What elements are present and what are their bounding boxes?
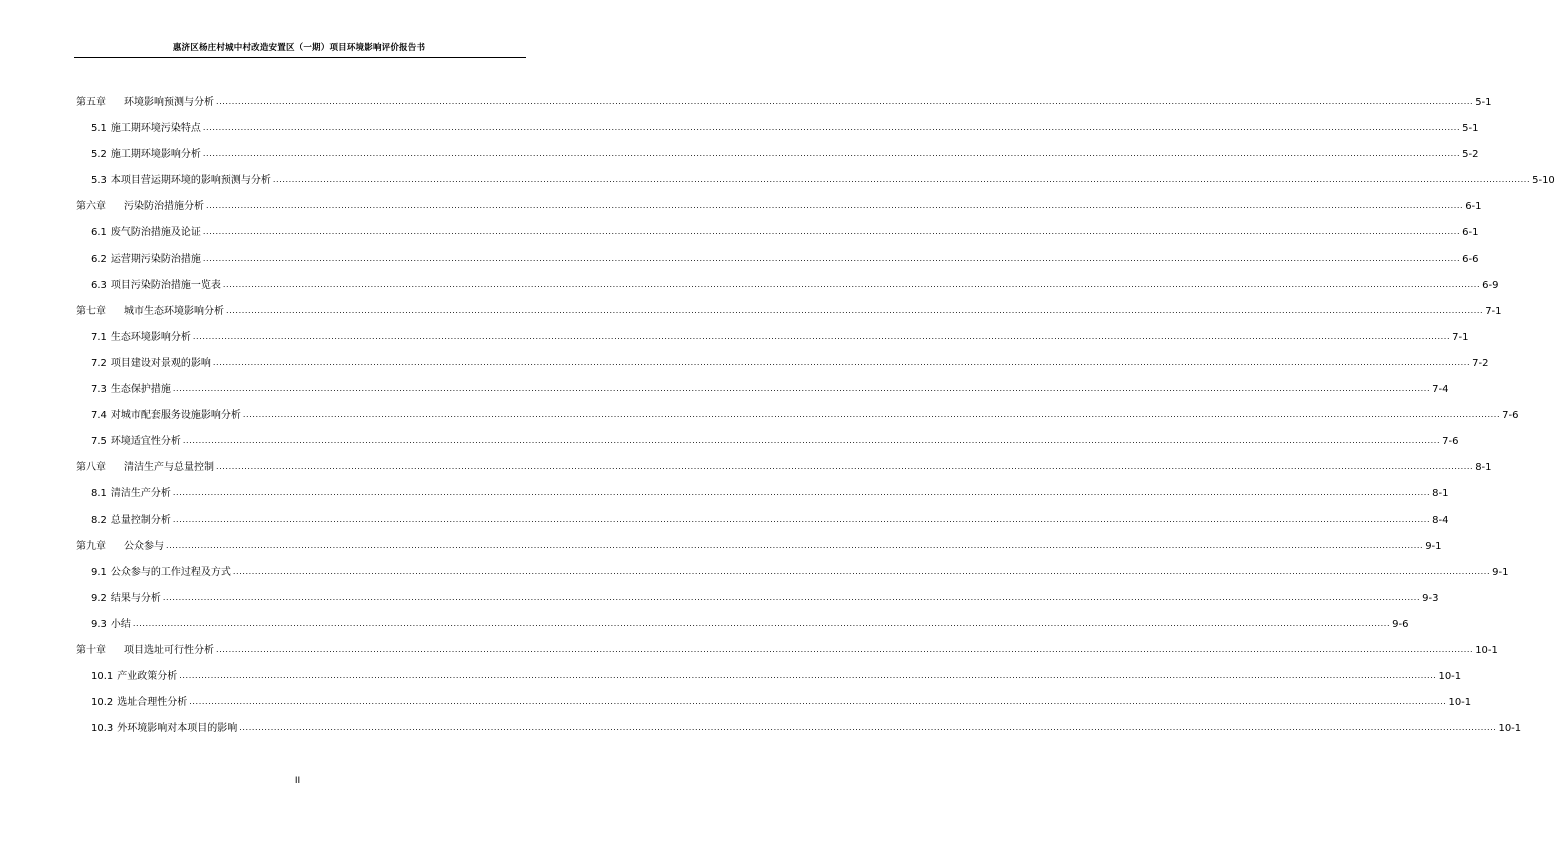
toc-entry-number: 6.2 <box>91 253 107 265</box>
toc-dot-leader: ................................................................................................................................................................................................................................................................................................................................................................................................................ <box>242 410 1501 420</box>
toc-section-entry[interactable] <box>76 488 1449 514</box>
toc-entry-title: 清洁生产与总量控制 <box>124 462 214 474</box>
toc-entry-heading <box>76 306 224 318</box>
toc-section-entry[interactable] <box>76 514 1449 541</box>
toc-entry-heading <box>91 436 181 448</box>
toc-entry-heading <box>91 515 171 527</box>
toc-dot-leader: ................................................................................................................................................................................................................................................................................................................................................................................................................ <box>172 514 1431 524</box>
toc-entry-title: 选址合理性分析 <box>117 697 188 709</box>
toc-entry-number: 5.2 <box>91 149 107 161</box>
toc-entry-number: 第九章 <box>76 540 106 552</box>
toc-entry-title: 生态保护措施 <box>110 384 171 396</box>
toc-entry-title: 公众参与的工作过程及方式 <box>110 566 231 578</box>
toc-entry-heading <box>91 671 177 683</box>
toc-entry-page: 7-6 <box>1502 410 1519 422</box>
toc-section-entry[interactable] <box>76 592 1439 619</box>
toc-section-entry[interactable] <box>76 175 1555 201</box>
page-header-title: 惠济区杨庄村城中村改造安置区（一期）项目环境影响评价报告书 <box>172 43 426 53</box>
toc-entry-page: 6-1 <box>1462 227 1479 239</box>
toc-section-entry[interactable] <box>76 253 1479 280</box>
toc-entry-heading <box>76 97 214 109</box>
toc-section-entry[interactable] <box>76 227 1479 253</box>
toc-dot-leader: ................................................................................................................................................................................................................................................................................................................................................................................................................ <box>132 618 1391 628</box>
toc-entry-title: 施工期环境影响分析 <box>110 149 201 161</box>
toc-chapter-entry[interactable] <box>76 97 1492 123</box>
toc-entry-number: 7.5 <box>91 436 107 448</box>
toc-section-entry[interactable] <box>76 723 1522 749</box>
toc-entry-page: 10-1 <box>1498 723 1522 735</box>
toc-entry-title: 对城市配套服务设施影响分析 <box>110 410 241 422</box>
toc-chapter-entry[interactable] <box>76 305 1502 332</box>
toc-entry-heading <box>91 358 211 370</box>
toc-section-entry[interactable] <box>76 384 1449 410</box>
toc-dot-leader: ................................................................................................................................................................................................................................................................................................................................................................................................................ <box>202 149 1461 159</box>
toc-dot-leader: ................................................................................................................................................................................................................................................................................................................................................................................................................ <box>272 175 1531 185</box>
toc-entry-page: 10-1 <box>1475 644 1498 656</box>
toc-entry-title: 公众参与 <box>124 540 164 552</box>
toc-entry-page: 7-1 <box>1452 331 1469 343</box>
toc-entry-number: 9.1 <box>91 566 107 578</box>
toc-section-entry[interactable] <box>76 566 1509 593</box>
toc-entry-title: 小结 <box>110 618 131 630</box>
toc-entry-heading <box>91 123 201 135</box>
toc-entry-heading <box>91 384 171 396</box>
toc-entry-title: 清洁生产分析 <box>110 488 171 500</box>
toc-entry-title: 废气防治措施及论证 <box>110 227 201 239</box>
toc-entry-title: 本项目营运期环境的影响预测与分析 <box>110 175 271 187</box>
toc-entry-heading <box>91 410 241 422</box>
toc-chapter-entry[interactable] <box>76 201 1482 227</box>
toc-entry-number: 9.2 <box>91 592 107 604</box>
toc-entry-number: 第八章 <box>76 462 106 474</box>
toc-dot-leader: ................................................................................................................................................................................................................................................................................................................................................................................................................ <box>222 279 1481 289</box>
toc-dot-leader: ................................................................................................................................................................................................................................................................................................................................................................................................................ <box>212 357 1471 367</box>
toc-entry-page: 8-4 <box>1432 514 1449 526</box>
toc-entry-heading <box>91 280 221 292</box>
toc-dot-leader: ................................................................................................................................................................................................................................................................................................................................................................................................................ <box>189 697 1447 707</box>
header-divider <box>74 57 526 58</box>
toc-entry-page: 7-4 <box>1432 384 1449 396</box>
toc-entry-number: 第十章 <box>76 644 106 656</box>
page-number: II <box>294 776 301 786</box>
toc-entry-page: 5-1 <box>1475 97 1492 108</box>
toc-entry-number: 第五章 <box>76 97 106 108</box>
toc-dot-leader: ................................................................................................................................................................................................................................................................................................................................................................................................................ <box>166 540 1424 550</box>
toc-entry-number: 7.4 <box>91 410 107 422</box>
toc-entry-page: 9-3 <box>1422 592 1439 604</box>
toc-entry-page: 6-9 <box>1482 279 1499 291</box>
toc-entry-title: 总量控制分析 <box>110 514 171 526</box>
toc-entry-heading <box>91 567 231 579</box>
toc-entry-heading <box>91 619 131 631</box>
toc-entry-number: 10.3 <box>91 723 114 735</box>
toc-entry-page: 7-6 <box>1442 436 1459 448</box>
toc-entry-heading <box>76 201 204 213</box>
toc-entry-number: 7.3 <box>91 384 107 396</box>
toc-dot-leader: ................................................................................................................................................................................................................................................................................................................................................................................................................ <box>172 384 1431 394</box>
toc-entry-page: 9-6 <box>1392 618 1409 630</box>
toc-entry-number: 10.1 <box>91 671 114 683</box>
toc-entry-heading <box>91 175 271 187</box>
toc-entry-title: 城市生态环境影响分析 <box>124 305 224 317</box>
toc-entry-title: 生态环境影响分析 <box>110 331 191 343</box>
toc-dot-leader: ................................................................................................................................................................................................................................................................................................................................................................................................................ <box>232 566 1491 576</box>
toc-entry-page: 7-2 <box>1472 357 1489 369</box>
toc-entry-title: 环境适宜性分析 <box>110 436 181 448</box>
toc-dot-leader: ................................................................................................................................................................................................................................................................................................................................................................................................................ <box>202 253 1461 263</box>
toc-entry-title: 项目建设对景观的影响 <box>110 357 211 369</box>
toc-dot-leader: ................................................................................................................................................................................................................................................................................................................................................................................................................ <box>202 123 1461 133</box>
toc-entry-number: 7.1 <box>91 331 107 343</box>
toc-dot-leader: ................................................................................................................................................................................................................................................................................................................................................................................................................ <box>226 305 1484 315</box>
toc-entry-page: 5-1 <box>1462 123 1479 135</box>
toc-section-entry[interactable] <box>76 149 1479 175</box>
toc-chapter-entry[interactable] <box>76 540 1442 567</box>
toc-section-entry[interactable] <box>76 618 1409 645</box>
toc-entry-number: 5.1 <box>91 123 107 135</box>
toc-section-entry[interactable] <box>76 671 1462 697</box>
toc-section-entry[interactable] <box>76 357 1489 384</box>
toc-entry-heading <box>91 227 201 239</box>
toc-entry-title: 项目污染防治措施一览表 <box>110 279 221 291</box>
toc-entry-number: 8.2 <box>91 514 107 526</box>
toc-dot-leader: ................................................................................................................................................................................................................................................................................................................................................................................................................ <box>192 331 1451 341</box>
toc-chapter-entry[interactable] <box>76 462 1492 488</box>
toc-chapter-entry[interactable] <box>76 644 1498 671</box>
toc-dot-leader: ................................................................................................................................................................................................................................................................................................................................................................................................................ <box>202 227 1461 237</box>
toc-entry-page: 5-10 <box>1532 175 1555 187</box>
toc-dot-leader: ................................................................................................................................................................................................................................................................................................................................................................................................................ <box>172 488 1431 498</box>
toc-entry-number: 6.3 <box>91 279 107 291</box>
toc-section-entry[interactable] <box>76 331 1469 358</box>
toc-entry-heading <box>76 541 164 553</box>
toc-section-entry[interactable] <box>76 123 1479 149</box>
table-of-contents <box>76 97 1555 749</box>
toc-entry-title: 结果与分析 <box>110 592 161 604</box>
toc-dot-leader: ................................................................................................................................................................................................................................................................................................................................................................................................................ <box>206 201 1464 211</box>
toc-entry-page: 8-1 <box>1475 462 1492 474</box>
toc-entry-number: 6.1 <box>91 227 107 239</box>
toc-dot-leader: ................................................................................................................................................................................................................................................................................................................................................................................................................ <box>182 436 1441 446</box>
toc-dot-leader: ................................................................................................................................................................................................................................................................................................................................................................................................................ <box>216 97 1474 106</box>
toc-entry-title: 环境影响预测与分析 <box>124 97 214 108</box>
toc-entry-heading <box>76 462 214 474</box>
toc-entry-number: 第六章 <box>76 201 106 213</box>
toc-dot-leader: ................................................................................................................................................................................................................................................................................................................................................................................................................ <box>239 723 1497 733</box>
toc-entry-heading <box>91 488 171 500</box>
toc-dot-leader: ................................................................................................................................................................................................................................................................................................................................................................................................................ <box>179 671 1437 681</box>
toc-entry-title: 外环境影响对本项目的影响 <box>117 723 238 735</box>
toc-entry-heading <box>91 149 201 161</box>
toc-section-entry[interactable] <box>76 279 1499 306</box>
toc-entry-title: 产业政策分析 <box>117 671 178 683</box>
toc-entry-title: 运营期污染防治措施 <box>110 253 201 265</box>
toc-dot-leader: ................................................................................................................................................................................................................................................................................................................................................................................................................ <box>162 592 1421 602</box>
toc-entry-heading <box>91 254 201 266</box>
toc-section-entry[interactable] <box>76 436 1459 462</box>
toc-entry-heading <box>91 697 187 709</box>
toc-entry-number: 第七章 <box>76 305 106 317</box>
toc-entry-heading <box>76 645 214 657</box>
toc-entry-heading <box>91 593 161 605</box>
toc-dot-leader: ................................................................................................................................................................................................................................................................................................................................................................................................................ <box>216 462 1474 472</box>
toc-entry-number: 8.1 <box>91 488 107 500</box>
toc-entry-number: 5.3 <box>91 175 107 187</box>
toc-entry-page: 9-1 <box>1425 540 1442 552</box>
toc-entry-number: 10.2 <box>91 697 114 709</box>
toc-entry-page: 6-6 <box>1462 253 1479 265</box>
toc-entry-page: 5-2 <box>1462 149 1479 161</box>
toc-entry-page: 7-1 <box>1485 305 1502 317</box>
toc-entry-page: 8-1 <box>1432 488 1449 500</box>
toc-entry-heading <box>91 332 191 344</box>
toc-entry-page: 10-1 <box>1438 671 1462 683</box>
toc-entry-title: 污染防治措施分析 <box>124 201 204 213</box>
toc-entry-title: 项目选址可行性分析 <box>124 644 214 656</box>
toc-entry-page: 10-1 <box>1448 697 1472 709</box>
toc-section-entry[interactable] <box>76 697 1472 723</box>
toc-entry-page: 6-1 <box>1465 201 1482 213</box>
toc-entry-number: 7.2 <box>91 357 107 369</box>
toc-entry-page: 9-1 <box>1492 566 1509 578</box>
toc-entry-number: 9.3 <box>91 618 107 630</box>
toc-dot-leader: ................................................................................................................................................................................................................................................................................................................................................................................................................ <box>216 644 1474 654</box>
toc-section-entry[interactable] <box>76 410 1519 436</box>
toc-entry-title: 施工期环境污染特点 <box>110 123 201 135</box>
toc-entry-heading <box>91 723 237 735</box>
